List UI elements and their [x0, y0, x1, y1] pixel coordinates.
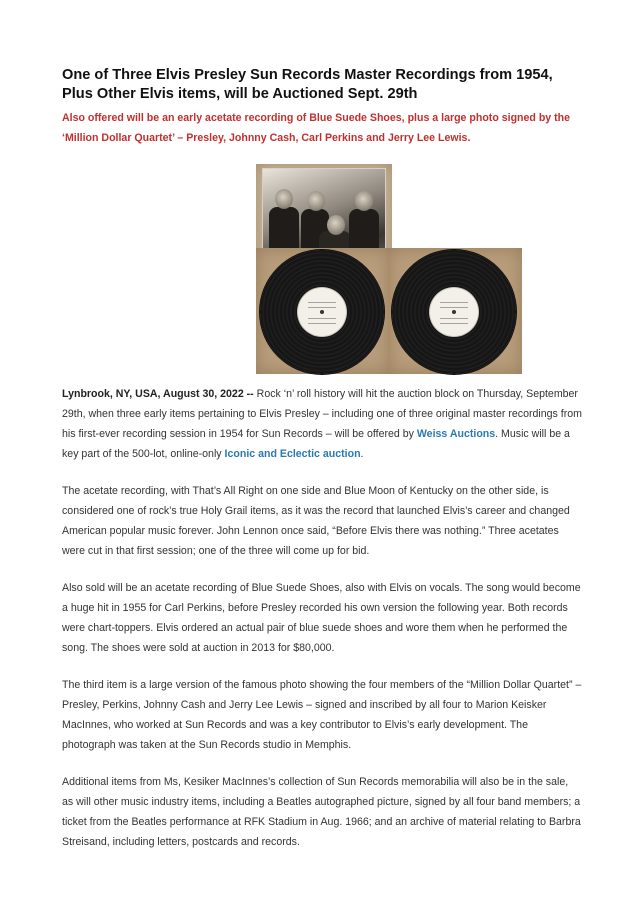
- photo-person-head: [275, 189, 293, 209]
- photo-person-head: [355, 191, 373, 211]
- article-body: [62, 384, 582, 852]
- acetate-record-left: [260, 250, 384, 374]
- iconic-eclectic-auction-link[interactable]: Iconic and Eclectic auction: [224, 448, 361, 460]
- photo-person-head: [327, 215, 345, 235]
- article-subtitle: Also offered will be an early acetate recording of Blue Suede Shoes, plus a large photo signed by the ‘Million Dollar Quartet’ – Presley, Johnny Cash, Carl Perkins and Jerry Lee Lewis.: [62, 112, 571, 144]
- paragraph-blue-suede-shoes: Also sold will be an acetate recording of Blue Suede Shoes, also with Elvis on vocals. The song would become a huge hit in 1955 for Carl Perkins, before Presley recorded his own version the following year. Both records were chart-toppers. Elvis ordered an actual pair of blue suede shoes and wore them when he performed the song. The shoes were sold at auction in 2013 for $80,000.: [62, 582, 581, 654]
- paragraph-photo: The third item is a large version of the famous photo showing the four members of the “Million Dollar Quartet” – Presley, Perkins, Johnny Cash and Jerry Lee Lewis – signed and inscribed by all four to Marion Keisker MacInnes, who worked at Sun Records and was a key contributor to Elvis’s early development. The photograph was taken at the Sun Records studio in Memphis.: [62, 679, 582, 751]
- record-spindle-hole: [320, 310, 324, 314]
- article-image: [62, 164, 582, 374]
- paragraph-text: Rock ‘n’ roll history will hit the auction block on Thursday, September 29th, when three early items pertaining to Elvis Presley – including one of three original master recordings from his first-ever recording session in 1954 for Sun Records – will be offered by: [62, 388, 582, 440]
- article-title: One of Three Elvis Presley Sun Records Master Recordings from 1954, Plus Other Elvis items, will be Auctioned Sept. 29th: [62, 67, 553, 102]
- acetate-record-right: [392, 250, 516, 374]
- photo-person-head: [307, 191, 325, 211]
- paragraph-intro: [62, 384, 582, 464]
- paragraph-acetate: The acetate recording, with That’s All Right on one side and Blue Moon of Kentucky on the other side, is considered one of rock’s true Holy Grail items, as it was the record that launched Elvis’s career and changed American popular music forever. John Lennon once said, “Before Elvis there was nothing.” Three acetates were cut in that first session; one of the three will come up for bid.: [62, 485, 570, 557]
- article: [62, 66, 582, 869]
- dateline: Lynbrook, NY, USA, August 30, 2022 --: [62, 388, 254, 400]
- paragraph-text: . Music will be a key part of the 500-lot, online-only: [62, 428, 570, 460]
- weiss-auctions-link[interactable]: Weiss Auctions: [416, 428, 496, 440]
- paragraph-additional-items: Additional items from Ms, Kesiker MacInnes’s collection of Sun Records memorabilia will also be in the sale, as will other music industry items, including a Beatles autographed picture, signed by all four band members; a ticket from the Beatles performance at RFK Stadium in Aug. 1966; and an archive of material relating to Barbra Streisand, including letters, postcards and records.: [62, 776, 581, 848]
- record-spindle-hole: [452, 310, 456, 314]
- paragraph-text: .: [360, 448, 364, 460]
